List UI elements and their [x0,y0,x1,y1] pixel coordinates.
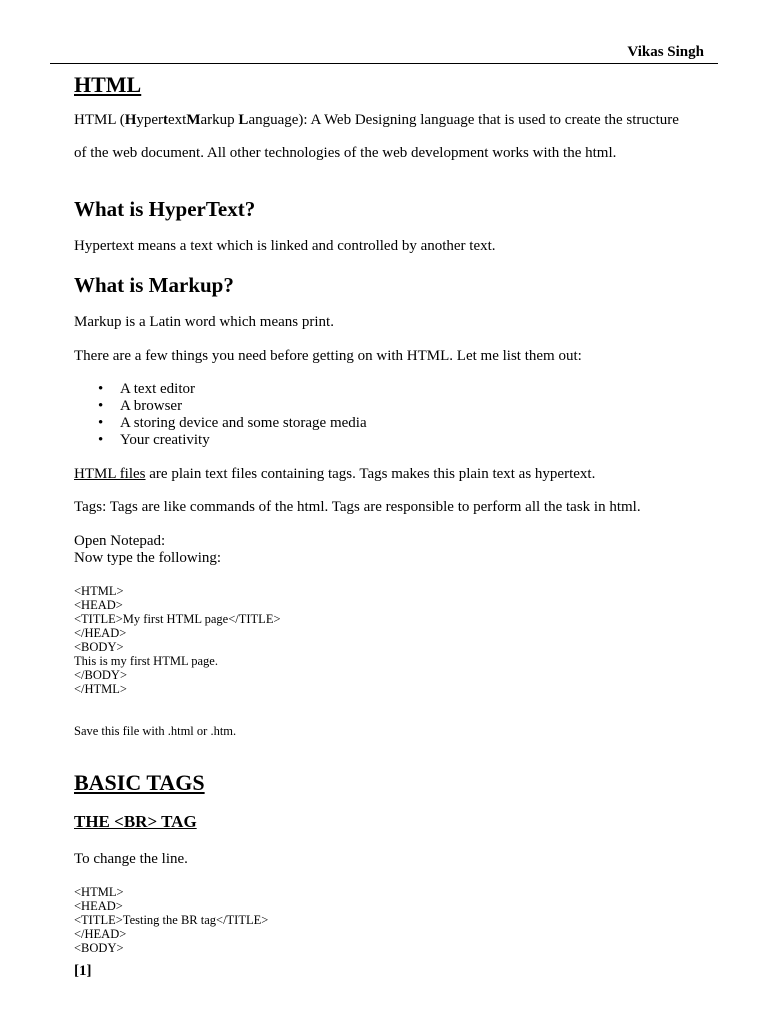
intro-ext: ext [168,112,187,128]
code-line: <TITLE>My first HTML page</TITLE> [74,612,281,626]
code-block-1 [74,584,281,696]
heading-markup: What is Markup? [74,273,234,297]
requirements-list [74,381,367,449]
bullet-icon: • [98,415,104,431]
code-line: </BODY> [74,668,127,682]
header-rule [50,63,718,64]
list-item-text: Your creativity [120,432,210,448]
bullet-icon: • [98,398,104,414]
heading-basic-tags: BASIC TAGS [74,770,205,795]
intro-post: anguage): A Web Designing language that is used to create the structure [248,112,679,128]
bullet-icon: • [98,432,104,448]
code-line: <TITLE>Testing the BR tag</TITLE> [74,913,269,927]
markup-text: Markup is a Latin word which means print. [74,314,334,330]
list-item-text: A browser [120,398,183,414]
code-line: <HEAD> [74,598,123,612]
code-line: <BODY> [74,941,124,955]
code-line: </HEAD> [74,927,127,941]
tags-text: Tags: Tags are like commands of the html. Tags are responsible to perform all the task in html. [74,499,641,515]
html-files-rest: are plain text files containing tags. Tags makes this plain text as hypertext. [145,466,596,482]
intro-yper: yper [136,112,164,128]
code-line: <HEAD> [74,899,123,913]
html-intro-line-2: of the web document. All other technologies of the web development works with the html. [74,145,617,161]
code-line: </HEAD> [74,626,127,640]
code-line: </HTML> [74,682,127,696]
section-title-html: HTML [74,72,142,97]
intro-pre: HTML ( [74,112,125,128]
list-item [98,432,367,449]
code-line: <HTML> [74,885,124,899]
list-item-text: A storing device and some storage media [120,415,367,431]
bullet-icon: • [98,381,104,397]
intro-t: t [163,112,169,128]
open-notepad-text: Open Notepad: [74,533,166,549]
author-name: Vikas Singh [627,44,704,60]
code-line: <BODY> [74,640,124,654]
code-line: This is my first HTML page. [74,654,218,668]
intro-M: M [186,112,201,128]
intro-L: L [238,112,249,128]
code-line: <HTML> [74,584,124,598]
type-following-text: Now type the following: [74,550,222,566]
list-item [98,381,367,398]
intro-H: H [124,112,137,128]
hypertext-text: Hypertext means a text which is linked and controlled by another text. [74,238,496,254]
list-item [98,415,367,432]
html-intro-line-1 [74,112,679,129]
list-item-text: A text editor [120,381,195,397]
need-intro-text: There are a few things you need before getting on with HTML. Let me list them out: [74,348,582,364]
intro-arkup: arkup [200,112,239,128]
code-block-2 [74,885,268,955]
html-files-text [74,466,595,483]
heading-hypertext: What is HyperText? [74,197,256,221]
html-files-link[interactable]: HTML files [74,466,146,482]
heading-br-tag: THE <BR> TAG [74,812,197,831]
page-number: [1] [74,963,92,979]
br-tag-text: To change the line. [74,851,188,867]
save-note: Save this file with .html or .htm. [74,724,237,738]
list-item [98,398,367,415]
